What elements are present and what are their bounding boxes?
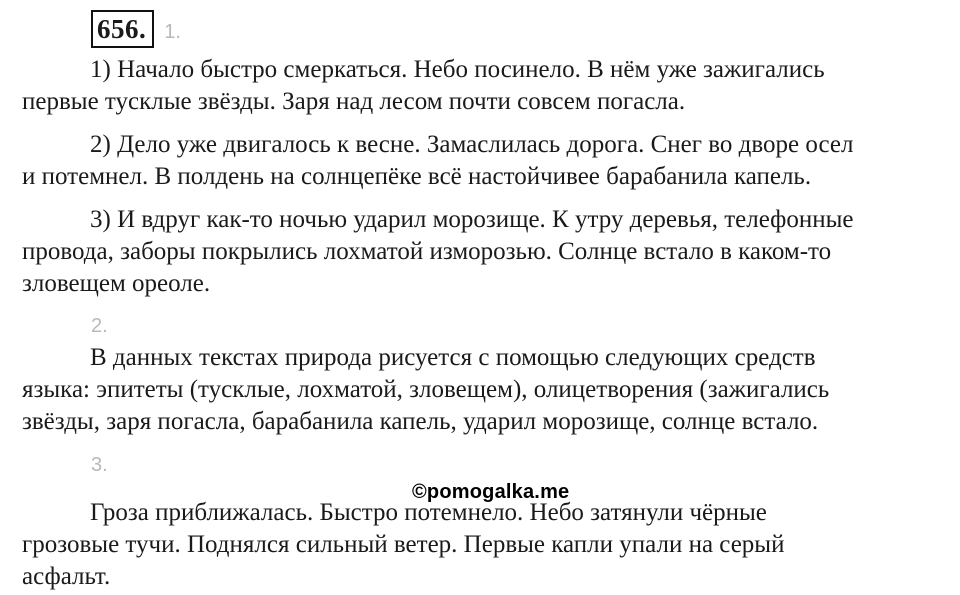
part-2-marker: 2. <box>91 315 108 337</box>
task-header <box>91 10 181 48</box>
analysis-paragraph: В данных текстах природа рисуется с помощью следующих средств языка: эпитеты (тусклые, лохматой, зловещем), олицетворения (зажигались звёзды, заря погасла, барабанила капель, ударил морозище, солнце встало. <box>22 344 830 435</box>
paragraph-1: 1) Начало быстро смеркаться. Небо посинело. В нём уже зажигались первые тусклые звёзды. Заря над лесом почти совсем погасла. <box>22 56 825 115</box>
paragraph-2: 2) Дело уже двигалось к весне. Замаслилась дорога. Снег во дворе осел и потемнел. В полдень на солнцепёке всё настойчивее барабанила капель. <box>22 131 854 190</box>
part-1-marker: 1. <box>164 20 181 43</box>
example-paragraph: Гроза приближалась. Быстро потемнело. Небо затянули чёрные грозовые тучи. Поднялся сильный ветер. Первые капли упали на серый асфальт. <box>22 499 785 590</box>
task-number: 656. <box>91 10 154 48</box>
paragraph-3: 3) И вдруг как-то ночью ударил морозище. К утру деревья, телефонные провода, заборы покрылись лохматой изморозью. Солнце встало в каком-то зловещем ореоле. <box>22 206 854 297</box>
part-3-marker: 3. <box>91 454 108 476</box>
watermark: ©pomogalka.me <box>412 481 570 503</box>
